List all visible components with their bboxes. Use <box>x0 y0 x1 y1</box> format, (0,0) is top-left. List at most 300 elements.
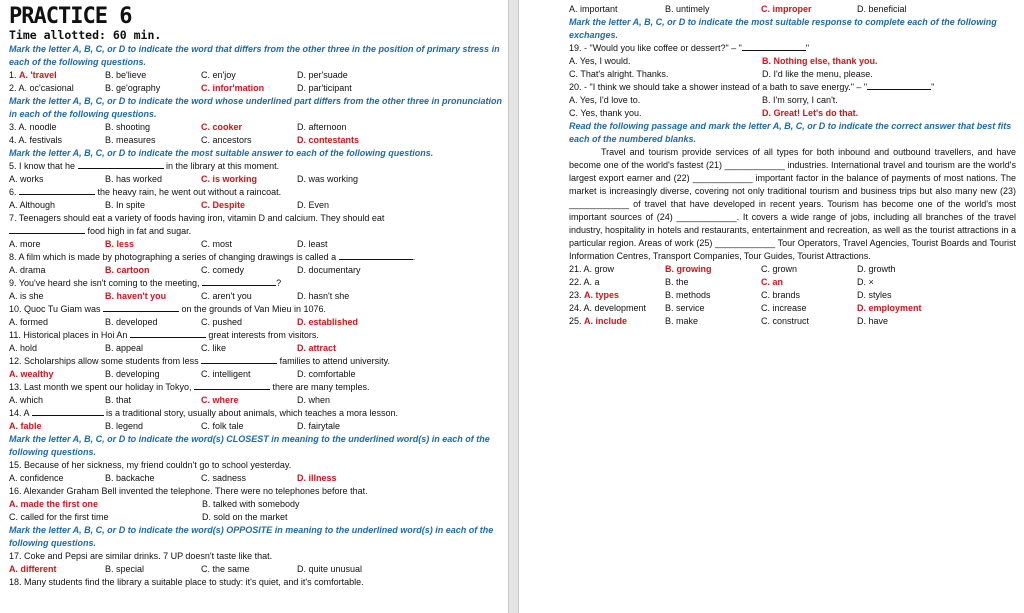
option <box>9 342 105 355</box>
correct-option: C. an <box>761 277 784 287</box>
option-label: B. methods <box>665 290 711 300</box>
option-label: B. In spite <box>105 200 146 210</box>
option-label: B. ge'ography <box>105 83 161 93</box>
correct-option: D. established <box>297 317 359 327</box>
option <box>105 238 201 251</box>
option-label: D. comfortable <box>297 369 356 379</box>
question-text <box>9 381 508 394</box>
option-label: C. Yes, thank you. <box>569 108 642 118</box>
option <box>105 420 201 433</box>
option-label: C. most <box>201 239 233 249</box>
correct-option: A. fable <box>9 421 42 431</box>
answer-options <box>9 498 508 511</box>
option <box>9 238 105 251</box>
option <box>857 263 953 276</box>
question-stem: 13. Last month we spent our holiday in Tokyo, <box>9 382 194 392</box>
option <box>201 199 297 212</box>
option <box>665 3 761 16</box>
question-stem: 5. I know that he <box>9 161 78 171</box>
left-questions <box>9 43 508 589</box>
correct-option: B. haven't you <box>105 291 167 301</box>
question-stem: 9. You've heard she isn't coming to the meeting, <box>9 278 203 288</box>
answer-blank <box>867 81 931 90</box>
question-stem: 10. Quoc Tu Giam was <box>9 304 104 314</box>
option <box>761 315 857 328</box>
question-number: 2. <box>9 83 19 93</box>
option-label: A. festivals <box>18 135 63 145</box>
option <box>297 134 393 147</box>
answer-blank <box>201 355 277 364</box>
option-label: D. was working <box>297 174 359 184</box>
option-label: C. en'joy <box>201 70 236 80</box>
correct-option: D. Great! Let's do that. <box>762 108 859 118</box>
option <box>105 173 201 186</box>
option-label: B. shooting <box>105 122 151 132</box>
option <box>105 121 201 134</box>
option <box>201 121 297 134</box>
option-label: A. Yes, I would. <box>569 56 631 66</box>
option-label: D. sold on the market <box>202 512 288 522</box>
answer-options <box>9 173 508 186</box>
correct-option: A. different <box>9 564 57 574</box>
answer-options <box>9 342 508 355</box>
question-tail: is a traditional story, usually about animals, which teaches a mora lesson. <box>103 408 399 418</box>
correct-option: D. contestants <box>297 135 360 145</box>
correct-option: C. Despite <box>201 200 246 210</box>
option <box>297 342 393 355</box>
option-label: D. per'suade <box>297 70 348 80</box>
option <box>297 238 393 251</box>
option <box>569 55 762 68</box>
option-label: D. afternoon <box>297 122 347 132</box>
question-tail: . <box>412 252 416 262</box>
question-number: 22. <box>569 277 584 287</box>
option <box>9 368 105 381</box>
option-label: D. × <box>857 277 874 287</box>
option <box>569 263 665 276</box>
worksheet-right-page <box>519 0 1024 613</box>
question-text <box>9 407 508 420</box>
option <box>201 472 297 485</box>
question-tail: families to attend university. <box>277 356 390 366</box>
answer-options <box>9 563 508 576</box>
question-stem: 17. Coke and Pepsi are similar drinks. 7 UP doesn't taste like that. <box>9 551 273 561</box>
option <box>857 302 953 315</box>
option <box>761 3 857 16</box>
option-label: A. Although <box>9 200 56 210</box>
option-label: B. measures <box>105 135 156 145</box>
correct-option: D. employment <box>857 303 922 313</box>
question-stem: 14. A <box>9 408 32 418</box>
question-tail: " <box>931 82 935 92</box>
correct-option: B. Nothing else, thank you. <box>762 56 878 66</box>
option <box>569 289 665 302</box>
option-label: A. confidence <box>9 473 64 483</box>
answer-options <box>569 68 1016 81</box>
question-tail: great interests from visitors. <box>205 330 319 340</box>
instruction: Mark the letter A, B, C, or D to indicate the word(s) CLOSEST in meaning to the underlined word(s) in each of the following questions. <box>9 434 490 457</box>
question-text <box>9 329 508 342</box>
question-stem: 8. A film which is made by photographing a series of changing drawings is called a <box>9 252 339 262</box>
option <box>665 289 761 302</box>
option-label: D. growth <box>857 264 896 274</box>
option <box>105 316 201 329</box>
option <box>201 238 297 251</box>
answer-blank <box>194 381 270 390</box>
option-label: C. increase <box>761 303 807 313</box>
answer-options <box>9 290 508 303</box>
option <box>762 55 955 68</box>
worksheet-left-page <box>0 0 508 613</box>
option-label: B. legend <box>105 421 144 431</box>
question-text <box>9 251 508 264</box>
option <box>761 289 857 302</box>
answer-options <box>569 107 1016 120</box>
question-number: 25. <box>569 316 585 326</box>
question-stem: 11. Historical places in Hoi An <box>9 330 130 340</box>
option <box>105 290 201 303</box>
correct-option: B. cartoon <box>105 265 150 275</box>
instruction: Mark the letter A, B, C, or D to indicate the word whose underlined part differs from the other three in pronunciation in each of the following questions. <box>9 96 503 119</box>
option-label: A. is she <box>9 291 44 301</box>
question-text <box>9 459 508 472</box>
answer-options <box>569 276 1016 289</box>
time-allotted: Time allotted: 60 min. <box>9 28 162 42</box>
option <box>201 420 297 433</box>
option-label: D. quite unusual <box>297 564 363 574</box>
option-label: D. least <box>297 239 328 249</box>
option <box>201 290 297 303</box>
option <box>857 3 953 16</box>
right-questions <box>569 3 1016 146</box>
correct-option: C. improper <box>761 4 812 14</box>
option <box>105 472 201 485</box>
option <box>297 563 393 576</box>
answer-options <box>9 316 508 329</box>
option-label: A. grow <box>583 264 615 274</box>
answer-blank <box>9 225 85 234</box>
question-number: 21. <box>569 264 584 274</box>
option-label: C. folk tale <box>201 421 244 431</box>
correct-option: B. growing <box>665 264 712 274</box>
option-label: C. sadness <box>201 473 247 483</box>
correct-option: C. cooker <box>201 122 243 132</box>
answer-options <box>9 121 508 134</box>
option <box>201 173 297 186</box>
question-text <box>9 225 508 238</box>
question-tail: on the grounds of Van Mieu in 1076. <box>179 304 326 314</box>
option-label: D. have <box>857 316 889 326</box>
answer-blank <box>78 160 164 169</box>
option <box>297 368 393 381</box>
option-label: A. which <box>9 395 44 405</box>
correct-option: C. where <box>201 395 239 405</box>
option <box>569 94 762 107</box>
question-stem: 18. Many students find the library a suitable place to study: it's quiet, and it's comfortable. <box>9 577 364 587</box>
answer-options <box>9 238 508 251</box>
question-text <box>9 277 508 290</box>
answer-options <box>569 302 1016 315</box>
option <box>665 276 761 289</box>
option-label: C. ancestors <box>201 135 252 145</box>
option-label: B. talked with somebody <box>202 499 300 509</box>
option <box>569 302 665 315</box>
option <box>297 420 393 433</box>
question-stem: 7. Teenagers should eat a variety of foods having iron, vitamin D and calcium. They should eat <box>9 213 385 223</box>
option <box>201 264 297 277</box>
option <box>761 302 857 315</box>
option <box>201 394 297 407</box>
answer-options <box>9 264 508 277</box>
option-label: A. noodle <box>18 122 57 132</box>
question-text <box>9 186 508 199</box>
answer-blank <box>202 277 276 286</box>
question-text <box>9 212 508 225</box>
option <box>9 498 202 511</box>
option <box>297 82 393 95</box>
option <box>202 498 395 511</box>
option <box>9 134 105 147</box>
option <box>9 316 105 329</box>
answer-options <box>9 82 508 95</box>
question-text <box>9 355 508 368</box>
option <box>105 199 201 212</box>
question-stem: 12. Scholarships allow some students from less <box>9 356 202 366</box>
question-text <box>9 550 508 563</box>
answer-options <box>569 55 1016 68</box>
question-tail: food high in fat and sugar. <box>85 226 192 236</box>
option <box>762 94 955 107</box>
option-label: C. intelligent <box>201 369 251 379</box>
answer-options <box>569 315 1016 328</box>
option-label: D. I'd like the menu, please. <box>762 69 873 79</box>
option-label: A. Yes, I'd love to. <box>569 95 641 105</box>
option <box>857 289 953 302</box>
option <box>665 302 761 315</box>
option-label: D. documentary <box>297 265 361 275</box>
option <box>201 316 297 329</box>
option <box>201 134 297 147</box>
option <box>762 68 955 81</box>
option <box>9 82 105 95</box>
option <box>761 276 857 289</box>
option-label: C. called for the first time <box>9 512 109 522</box>
option-label: B. developed <box>105 317 158 327</box>
option <box>297 121 393 134</box>
option-label: A. development <box>583 303 647 313</box>
answer-options <box>9 420 508 433</box>
option <box>9 199 105 212</box>
option <box>201 342 297 355</box>
question-number: 1. <box>9 70 20 80</box>
option <box>9 264 105 277</box>
option <box>9 69 105 82</box>
option <box>9 290 105 303</box>
question-text <box>569 42 1016 55</box>
correct-option: D. illness <box>297 473 337 483</box>
question-tail: in the library at this moment. <box>163 161 280 171</box>
option <box>9 472 105 485</box>
option-label: C. like <box>201 343 227 353</box>
option-label: B. that <box>105 395 132 405</box>
question-text <box>9 576 508 589</box>
instruction: Mark the letter A, B, C, or D to indicate the word(s) OPPOSITE in meaning to the underlined word(s) in each of the following questions. <box>9 525 494 548</box>
answer-options <box>569 289 1016 302</box>
answer-blank <box>19 186 95 195</box>
option-label: A. oc'casional <box>18 83 74 93</box>
option-label: A. drama <box>9 265 46 275</box>
option <box>105 69 201 82</box>
question-tail: " <box>805 43 810 53</box>
option-label: B. service <box>665 303 705 313</box>
answer-blank <box>130 329 206 338</box>
answer-options <box>569 94 1016 107</box>
option-label: B. untimely <box>665 4 710 14</box>
question-tail: there are many temples. <box>269 382 370 392</box>
option <box>9 511 202 524</box>
option <box>105 342 201 355</box>
option <box>297 69 393 82</box>
option <box>569 107 762 120</box>
question-text <box>9 485 508 498</box>
page-title: PRACTICE 6 <box>9 4 132 29</box>
correct-option: C. is working <box>201 174 258 184</box>
option-label: D. beneficial <box>857 4 907 14</box>
option <box>297 316 393 329</box>
option-label: D. when <box>297 395 331 405</box>
question-stem: 20. - "I think we should take a shower instead of a bath to save energy." – " <box>569 82 868 92</box>
option-label: B. backache <box>105 473 155 483</box>
question-number: 24. <box>569 303 584 313</box>
option <box>297 199 393 212</box>
option <box>297 472 393 485</box>
correct-option: A. types <box>584 290 620 300</box>
option-label: B. be'lieve <box>105 70 147 80</box>
correct-option: A. wealthy <box>9 369 54 379</box>
option-label: C. aren't you <box>201 291 252 301</box>
question-stem: 15. Because of her sickness, my friend couldn't go to school yesterday. <box>9 460 292 470</box>
instruction: Mark the letter A, B, C, or D to indicate the word that differs from the other three in the position of primary stress in each of the following questions. <box>9 44 500 67</box>
question-text <box>9 160 508 173</box>
option-label: B. has worked <box>105 174 163 184</box>
answer-options <box>9 511 508 524</box>
option-label: C. grown <box>761 264 798 274</box>
answer-options <box>9 134 508 147</box>
option <box>201 69 297 82</box>
option <box>105 368 201 381</box>
option <box>201 82 297 95</box>
option-label: B. special <box>105 564 145 574</box>
question-text <box>9 303 508 316</box>
option-label: C. pushed <box>201 317 243 327</box>
correct-option: C. infor'mation <box>201 83 265 93</box>
option-label: B. appeal <box>105 343 144 353</box>
option-label: B. the <box>665 277 689 287</box>
page-gutter <box>508 0 519 613</box>
option <box>105 264 201 277</box>
option-label: D. Even <box>297 200 330 210</box>
question-text <box>569 81 1016 94</box>
option-label: C. construct <box>761 316 810 326</box>
correct-option: D. attract <box>297 343 337 353</box>
passage-answers <box>569 263 1016 328</box>
correct-option: A. 'travel <box>19 70 57 80</box>
option <box>297 264 393 277</box>
answer-blank <box>742 42 806 51</box>
answer-options <box>9 394 508 407</box>
option <box>202 511 395 524</box>
option <box>857 315 953 328</box>
question-tail: the heavy rain, he went out without a raincoat. <box>95 187 282 197</box>
correct-option: A. made the first one <box>9 499 99 509</box>
question-tail: ? <box>276 278 282 288</box>
option <box>665 263 761 276</box>
option <box>297 290 393 303</box>
option <box>569 3 665 16</box>
option <box>762 107 955 120</box>
instruction: Mark the letter A, B, C, or D to indicate the most suitable response to complete each of the following exchanges. <box>569 17 997 40</box>
option <box>665 315 761 328</box>
question-stem: 6. <box>9 187 20 197</box>
option <box>569 276 665 289</box>
option <box>297 394 393 407</box>
question-number: 23. <box>569 290 585 300</box>
answer-blank <box>103 303 179 312</box>
option-label: B. I'm sorry, I can't. <box>762 95 838 105</box>
question-stem: 19. - "Would you like coffee or dessert?" – " <box>569 43 742 53</box>
option-label: A. formed <box>9 317 49 327</box>
option <box>9 173 105 186</box>
option-label: C. the same <box>201 564 250 574</box>
option <box>761 263 857 276</box>
option-label: D. styles <box>857 290 892 300</box>
option <box>297 173 393 186</box>
option-label: D. fairytale <box>297 421 341 431</box>
option-label: A. more <box>9 239 41 249</box>
option <box>105 563 201 576</box>
instruction: Mark the letter A, B, C, or D to indicate the most suitable answer to each of the following questions. <box>9 148 434 158</box>
option <box>9 394 105 407</box>
answer-options <box>9 472 508 485</box>
option <box>105 134 201 147</box>
answer-options <box>9 199 508 212</box>
answer-options <box>9 69 508 82</box>
option <box>9 121 105 134</box>
option <box>201 563 297 576</box>
option <box>105 394 201 407</box>
option <box>9 420 105 433</box>
option <box>201 368 297 381</box>
option <box>9 563 105 576</box>
question-number: 4. <box>9 135 19 145</box>
option-label: D. par'ticipant <box>297 83 352 93</box>
option-label: B. make <box>665 316 699 326</box>
option-label: A. a <box>583 277 600 287</box>
answer-options <box>9 368 508 381</box>
answer-options <box>569 263 1016 276</box>
option <box>105 82 201 95</box>
instruction: Read the following passage and mark the letter A, B, C, or D to indicate the correct answer that best fits each of the numbered blanks. <box>569 121 1012 144</box>
option <box>569 68 762 81</box>
option-label: D. hasn't she <box>297 291 350 301</box>
option-label: C. That's alright. Thanks. <box>569 69 669 79</box>
answer-options <box>569 3 1016 16</box>
option-label: C. comedy <box>201 265 245 275</box>
question-stem: 16. Alexander Graham Bell invented the telephone. There were no telephones before that. <box>9 486 368 496</box>
option-label: A. hold <box>9 343 38 353</box>
correct-option: A. include <box>584 316 628 326</box>
question-number: 3. <box>9 122 19 132</box>
